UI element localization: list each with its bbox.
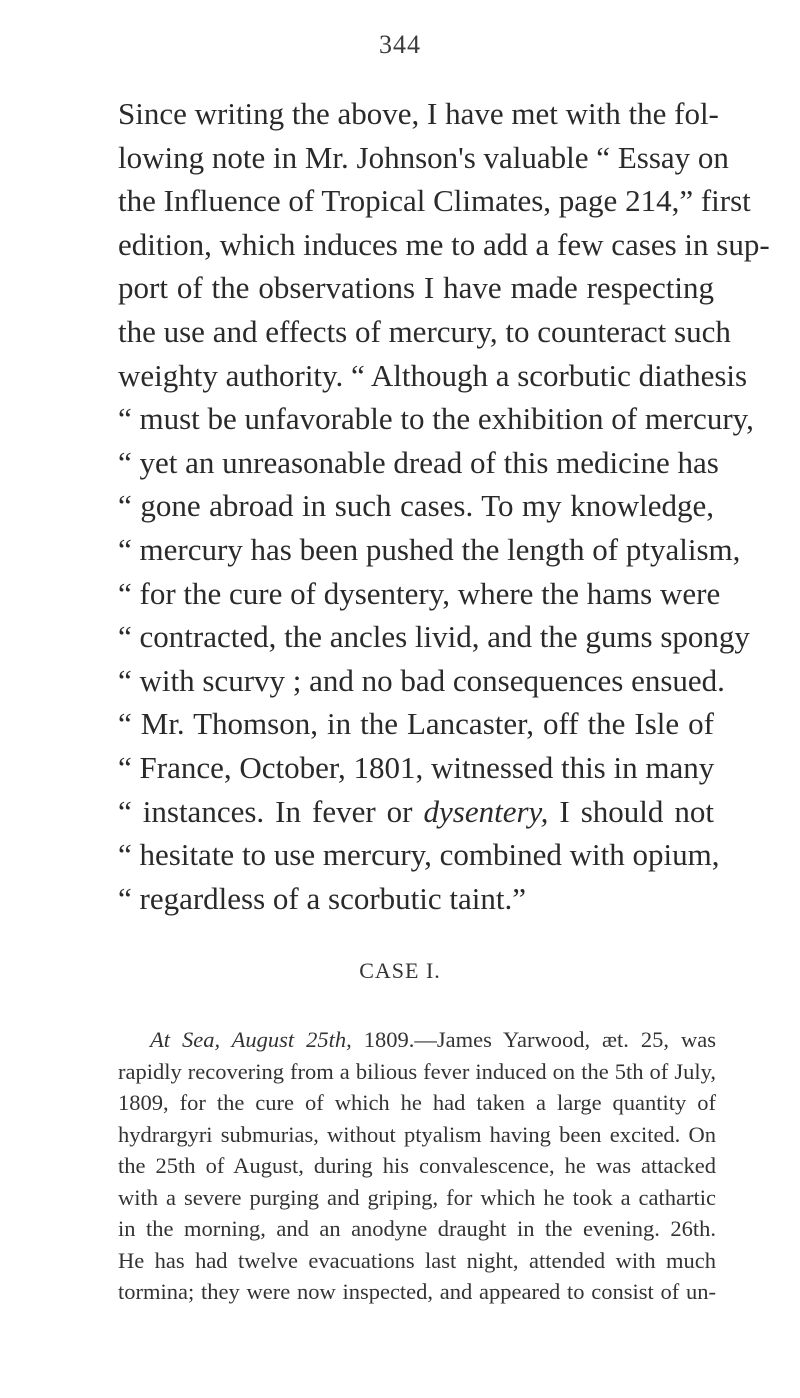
page-number: 344	[379, 30, 421, 59]
text-line: Since writing the above, I have met with the fol-	[118, 96, 719, 131]
text-line: tormina; they were now inspected, and appeared to consist of un-	[118, 1279, 716, 1304]
text-line: “ hesitate to use mercury, combined with opium,	[118, 837, 720, 873]
text-line: “ yet an unreasonable dread of this medicine has	[118, 444, 719, 480]
text-line: “ Mr. Thomson, in the Lancaster, off the Isle of	[118, 706, 714, 742]
text-line: weighty authority. “ Although a scorbutic diathesis	[118, 357, 748, 393]
text-line: “ France, October, 1801, witnessed this in many	[118, 749, 715, 785]
text-line: the Influence of Tropical Climates, page 214,” first	[118, 183, 751, 219]
text-line	[118, 790, 714, 834]
text-line: “ contracted, the ancles livid, and the gums spongy	[118, 619, 750, 655]
text-line: “ with scurvy ; and no bad consequences ensued.	[118, 662, 725, 698]
text-line: port of the observations I have made respecting	[118, 270, 714, 306]
text-line: “ gone abroad in such cases. To my knowledge,	[118, 488, 714, 524]
text-fragment: “ instances. In fever or	[118, 793, 424, 829]
text-line: He has had twelve evacuations last night, attended with much	[118, 1247, 716, 1273]
text-line: 1809, for the cure of which he had taken a large quantity of	[118, 1090, 716, 1115]
text-fragment: 1809.—James Yarwood, æt. 25, was	[351, 1027, 716, 1052]
text-line: “ mercury has been pushed the length of ptyalism,	[118, 531, 741, 567]
text-line: lowing note in Mr. Johnson's valuable “ Essay on	[118, 139, 729, 175]
text-line: hydrargyri submurias, without ptyalism having been excited. On	[118, 1121, 716, 1147]
case-date: At Sea, August 25th,	[150, 1027, 352, 1052]
text-line: edition, which induces me to add a few cases in sup-	[118, 226, 770, 262]
text-line: “ for the cure of dysentery, where the hams were	[118, 575, 721, 611]
text-line	[118, 1024, 716, 1056]
text-line: the 25th of August, during his convalescence, he was attacked	[118, 1153, 716, 1178]
text-line: with a severe purging and griping, for which he took a cathartic	[118, 1184, 716, 1210]
text-line: “ must be unfavorable to the exhibition of mercury,	[118, 401, 754, 437]
case-paragraph	[118, 1024, 716, 1308]
text-fragment: I should not	[548, 793, 714, 829]
text-line: in the morning, and an anodyne draught in the evening. 26th.	[118, 1216, 716, 1241]
main-paragraph	[118, 92, 770, 920]
text-line: “ regardless of a scorbutic taint.”	[118, 880, 526, 916]
text-line: rapidly recovering from a bilious fever induced on the 5th of July,	[118, 1058, 716, 1084]
text-line: the use and effects of mercury, to counteract such	[118, 313, 731, 349]
italic-word: dysentery,	[423, 793, 549, 829]
case-heading: CASE I.	[359, 958, 441, 983]
